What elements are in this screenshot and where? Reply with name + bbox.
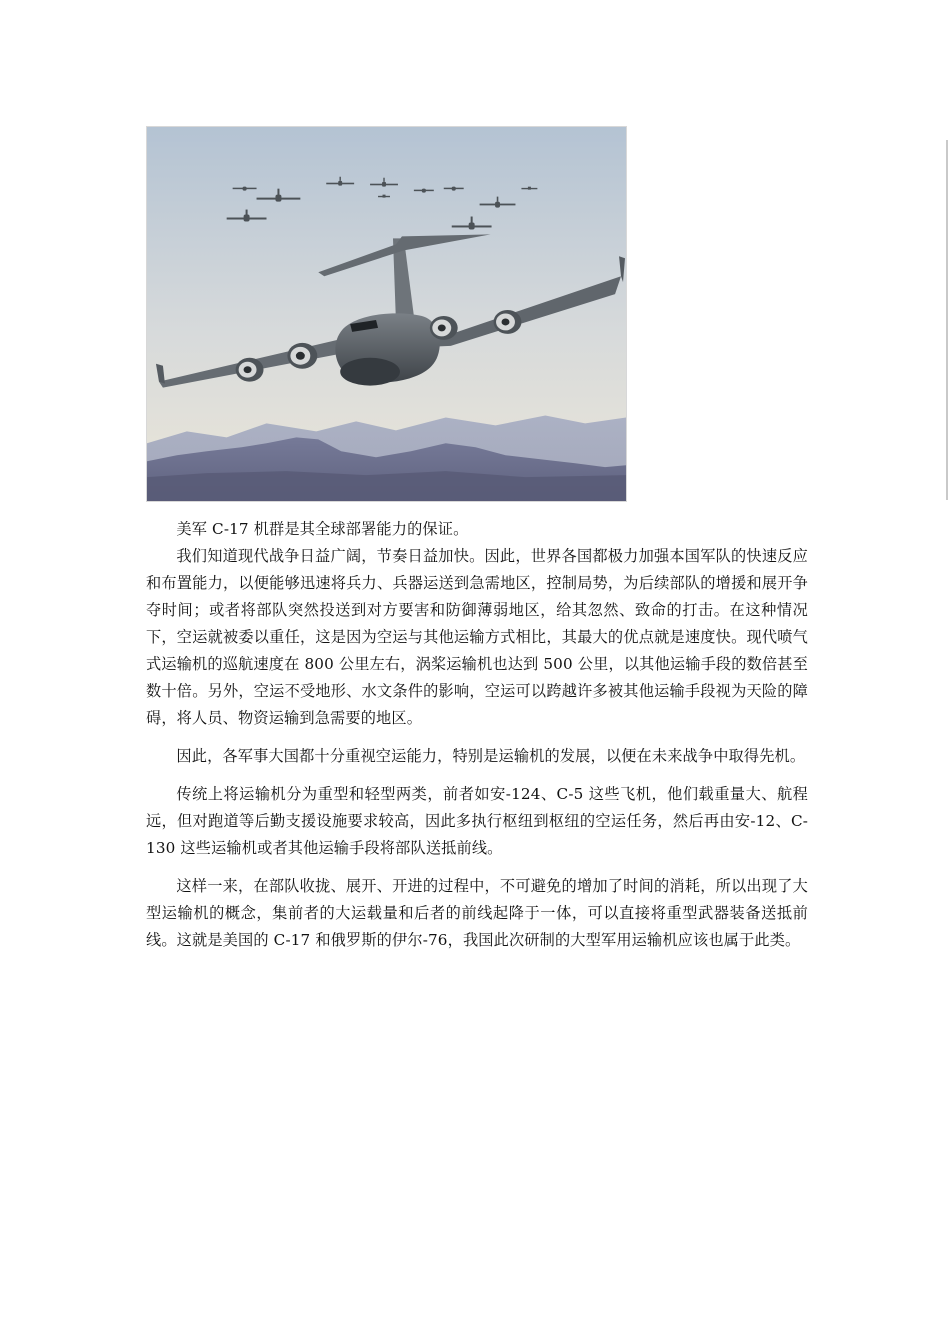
photo-illustration bbox=[147, 127, 626, 501]
c17-formation-photo bbox=[146, 126, 627, 502]
paragraph-2: 因此，各军事大国都十分重视空运能力，特别是运输机的发展，以便在未来战争中取得先机。 bbox=[176, 747, 806, 765]
paragraph-3: 传统上将运输机分为重型和轻型两类，前者如安-124、C-5 这些飞机，他们载重量大、航程远，但对跑道等后勤支援设施要求较高，因此多执行枢纽到枢纽的空运任务，然后再由安-12、C-130 这些运输机或者其他运输手段将部队送抵前线。 bbox=[146, 785, 808, 857]
paragraph-4: 这样一来，在部队收拢、展开、开进的过程中，不可避免的增加了时间的消耗，所以出现了大型运输机的概念，集前者的大运载量和后者的前线起降于一体，可以直接将重型武器装备送抵前线。这就是美国的 C-17 和俄罗斯的伊尔-76，我国此次研制的大型军用运输机应该也属于此类。 bbox=[146, 877, 808, 949]
figure-caption: 美军 C-17 机群是其全球部署能力的保证。 bbox=[176, 520, 469, 538]
page-edge-line bbox=[946, 140, 948, 500]
paragraph-1: 我们知道现代战争日益广阔，节奏日益加快。因此，世界各国都极力加强本国军队的快速反应和布置能力，以便能够迅速将兵力、兵器运送到急需地区，控制局势，为后续部队的增援和展开争夺时间；或者将部队突然投送到对方要害和防御薄弱地区，给其忽然、致命的打击。在这种情况下，空运就被委以重任，这是因为空运与其他运输方式相比，其最大的优点就是速度快。现代喷气式运输机的巡航速度在 800 公里左右，涡桨运输机也达到 500 公里，以其他运输手段的数倍甚至数十倍。另外，空运不受地形、水文条件的影响，空运可以跨越许多被其他运输手段视为天险的障碍，将人员、物资运输到急需要的地区。 bbox=[146, 547, 808, 727]
article-text bbox=[146, 516, 808, 954]
